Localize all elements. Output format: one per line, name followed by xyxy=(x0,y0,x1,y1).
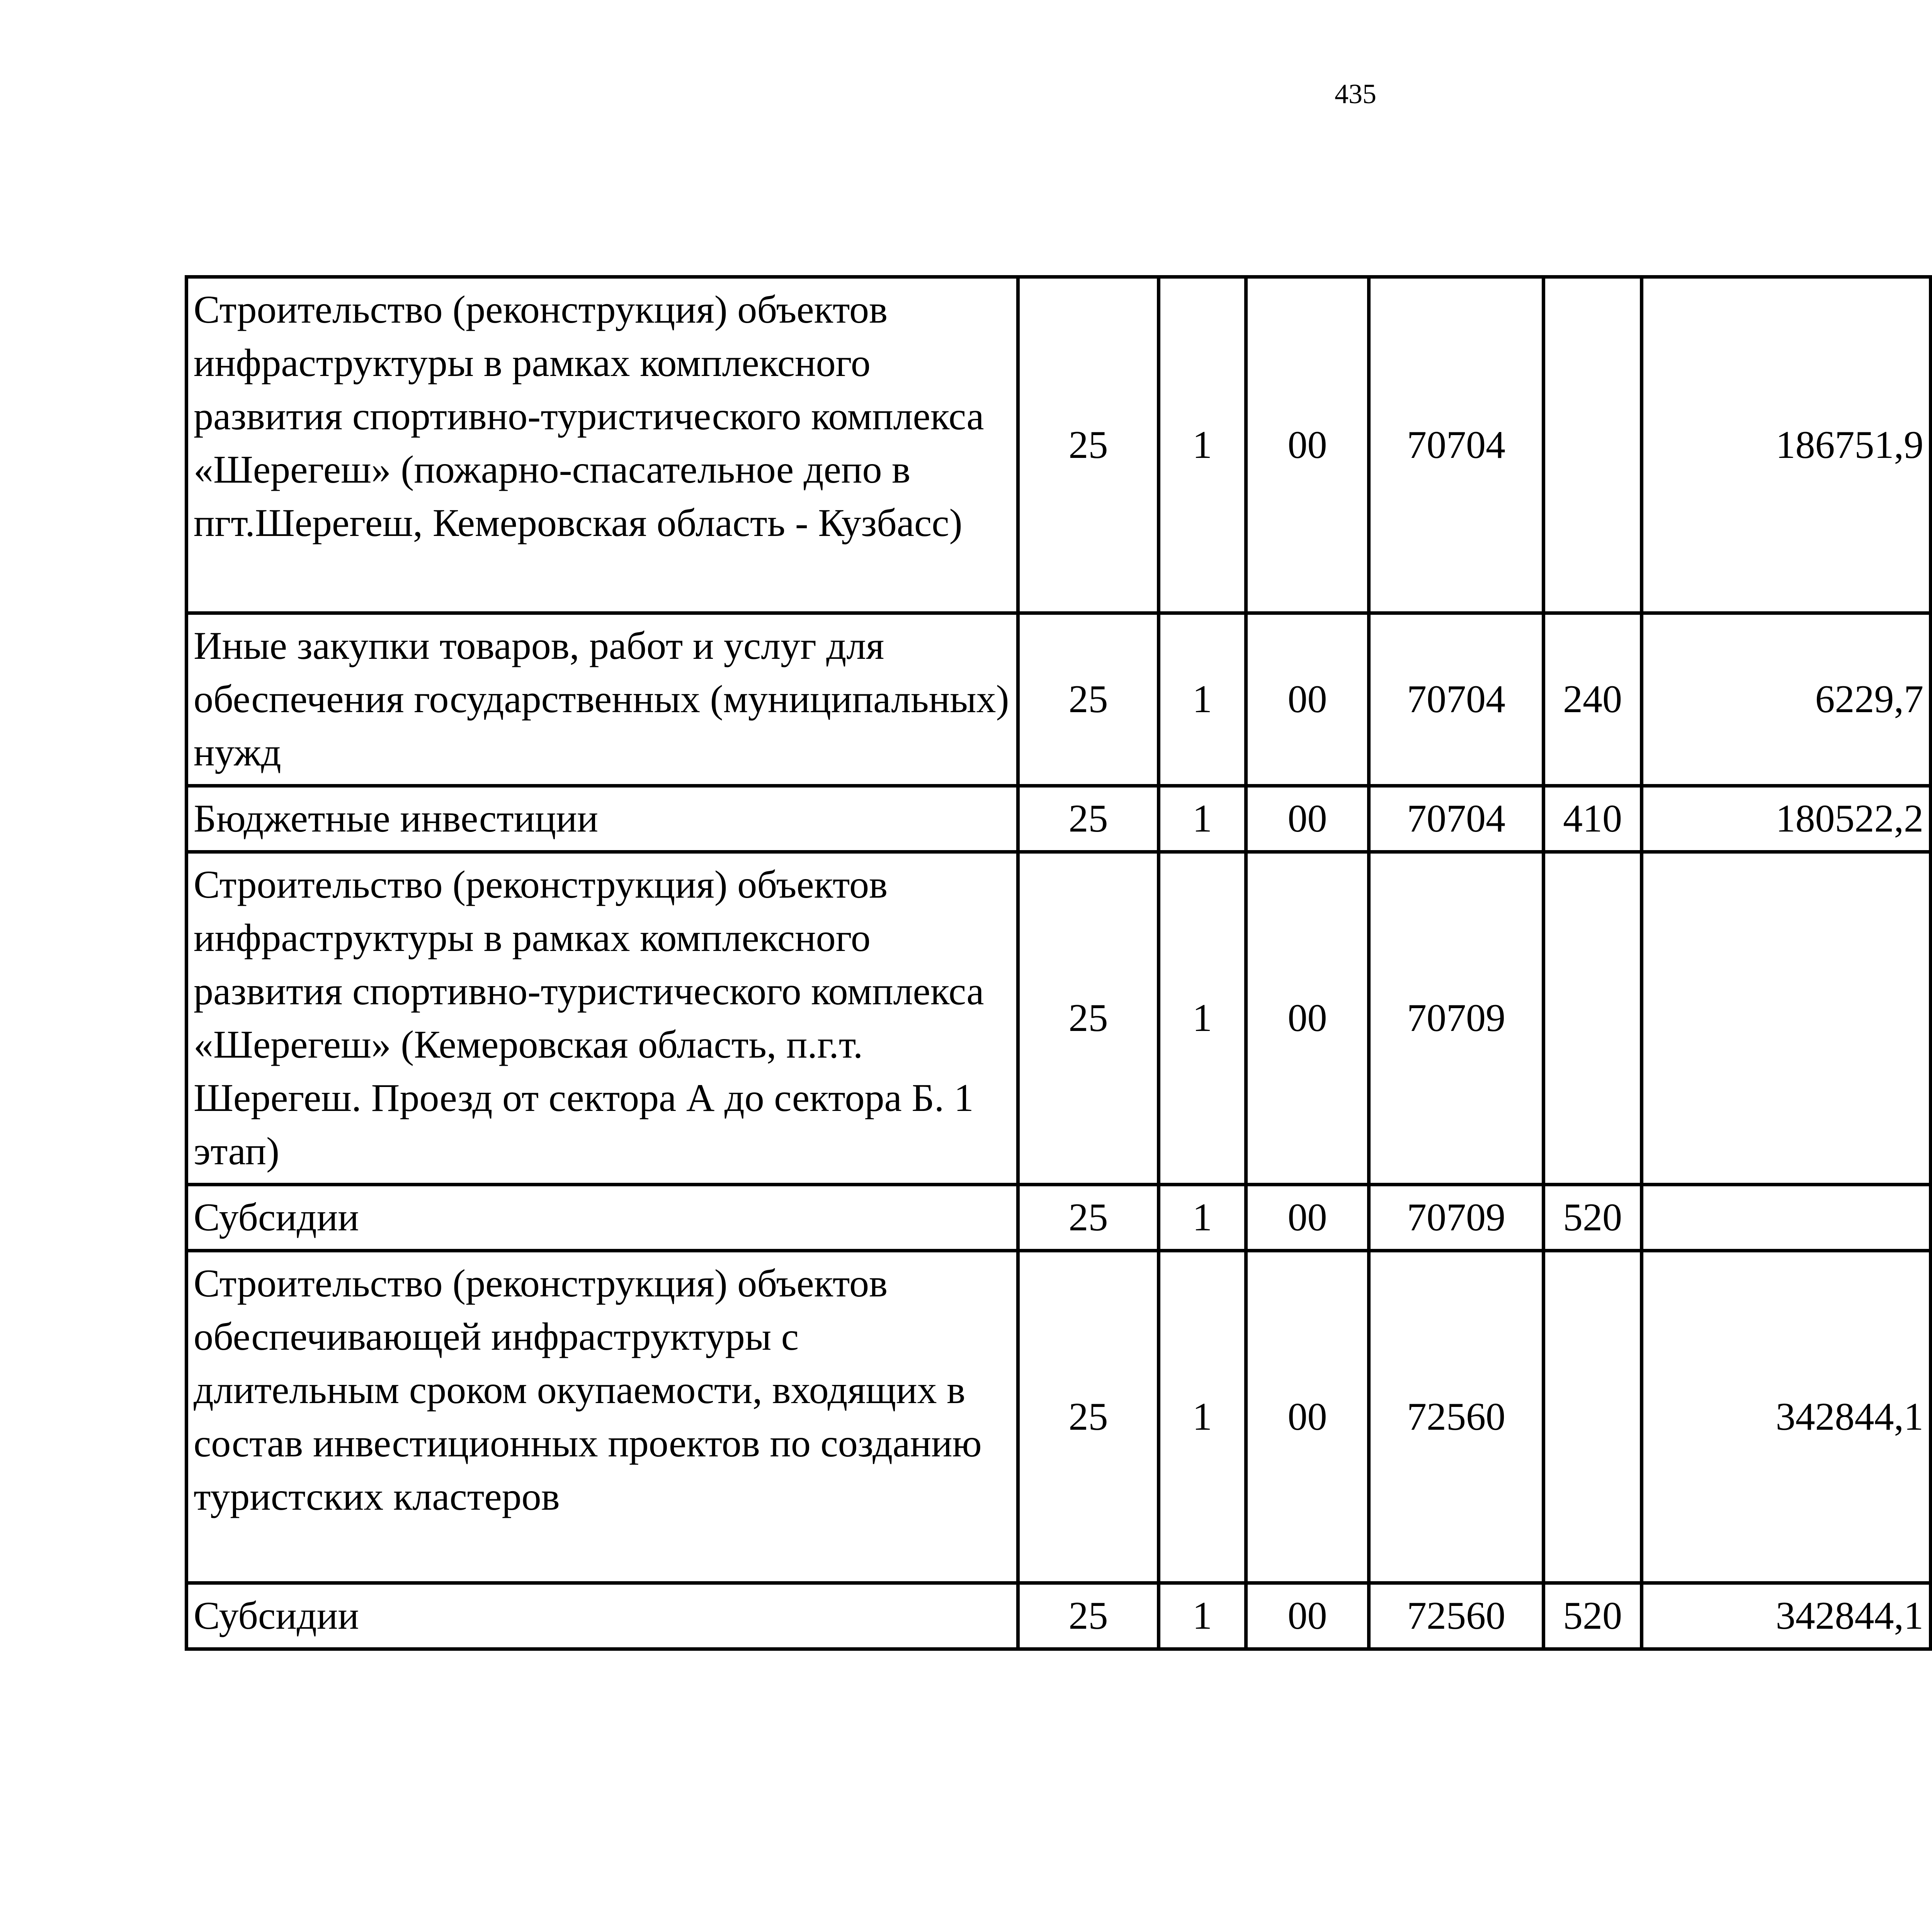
row-code-subprogram: 00 xyxy=(1246,613,1369,786)
row-code-expense-type: 520 xyxy=(1544,1583,1642,1649)
table-row xyxy=(187,1583,1932,1649)
row-name: Строительство (реконструкция) объектов инфраструктуры в рамках комплексного развития спортивно-туристического комплекса «Шерегеш» (пожарно-спасательное депо в пгт.Шерегеш, Кемеровская область - Кузбасс) xyxy=(187,277,1018,613)
row-code-program: 1 xyxy=(1159,613,1246,786)
row-code-direction: 70704 xyxy=(1369,786,1544,852)
row-name: Строительство (реконструкция) объектов обеспечивающей инфраструктуры с длительным сроком окупаемости, входящих в состав инвестиционных проектов по созданию туристских кластеров xyxy=(187,1251,1018,1583)
row-code-subprogram: 00 xyxy=(1246,1583,1369,1649)
budget-table xyxy=(185,275,1932,1651)
row-code-section: 25 xyxy=(1018,852,1159,1185)
row-sum-1 xyxy=(1642,852,1931,1185)
row-code-expense-type xyxy=(1544,277,1642,613)
row-code-program: 1 xyxy=(1159,852,1246,1185)
row-sum-1 xyxy=(1642,1185,1931,1251)
row-code-subprogram: 00 xyxy=(1246,1251,1369,1583)
row-code-expense-type: 240 xyxy=(1544,613,1642,786)
row-sum-1: 6229,7 xyxy=(1642,613,1931,786)
row-name: Иные закупки товаров, работ и услуг для обеспечения государственных (муниципальных) нужд xyxy=(187,613,1018,786)
row-code-subprogram: 00 xyxy=(1246,786,1369,852)
row-code-section: 25 xyxy=(1018,613,1159,786)
row-sum-1: 342844,1 xyxy=(1642,1251,1931,1583)
row-code-direction: 72560 xyxy=(1369,1583,1544,1649)
table-row xyxy=(187,786,1932,852)
row-code-subprogram: 00 xyxy=(1246,852,1369,1185)
row-code-direction: 72560 xyxy=(1369,1251,1544,1583)
row-code-program: 1 xyxy=(1159,1583,1246,1649)
row-code-expense-type: 520 xyxy=(1544,1185,1642,1251)
row-name: Бюджетные инвестиции xyxy=(187,786,1018,852)
row-code-direction: 70709 xyxy=(1369,852,1544,1185)
table-row xyxy=(187,852,1932,1185)
row-sum-1: 342844,1 xyxy=(1642,1583,1931,1649)
row-sum-2 xyxy=(1931,277,1932,613)
row-code-direction: 70709 xyxy=(1369,1185,1544,1251)
table-row xyxy=(187,1251,1932,1583)
row-code-program: 1 xyxy=(1159,1185,1246,1251)
row-code-expense-type xyxy=(1544,852,1642,1185)
row-code-section: 25 xyxy=(1018,1185,1159,1251)
row-code-program: 1 xyxy=(1159,277,1246,613)
row-code-section: 25 xyxy=(1018,277,1159,613)
row-sum-1: 186751,9 xyxy=(1642,277,1931,613)
row-code-direction: 70704 xyxy=(1369,277,1544,613)
row-code-program: 1 xyxy=(1159,1251,1246,1583)
row-sum-2 xyxy=(1931,613,1932,786)
row-code-section: 25 xyxy=(1018,786,1159,852)
row-code-subprogram: 00 xyxy=(1246,1185,1369,1251)
row-code-expense-type: 410 xyxy=(1544,786,1642,852)
row-code-direction: 70704 xyxy=(1369,613,1544,786)
row-code-subprogram: 00 xyxy=(1246,277,1369,613)
row-name: Строительство (реконструкция) объектов инфраструктуры в рамках комплексного развития спортивно-туристического комплекса «Шерегеш» (Кемеровская область, п.г.т. Шерегеш. Проезд от сектора А до сектора Б. 1 этап) xyxy=(187,852,1018,1185)
row-sum-1: 180522,2 xyxy=(1642,786,1931,852)
page-number: 435 xyxy=(1335,78,1376,109)
row-name: Субсидии xyxy=(187,1185,1018,1251)
row-code-program: 1 xyxy=(1159,786,1246,852)
row-sum-2 xyxy=(1931,1185,1932,1251)
table-row xyxy=(187,1185,1932,1251)
row-name: Субсидии xyxy=(187,1583,1018,1649)
row-code-expense-type xyxy=(1544,1251,1642,1583)
row-code-section: 25 xyxy=(1018,1583,1159,1649)
row-sum-2 xyxy=(1931,1251,1932,1583)
row-sum-2 xyxy=(1931,852,1932,1185)
row-code-section: 25 xyxy=(1018,1251,1159,1583)
row-sum-2 xyxy=(1931,786,1932,852)
table-row xyxy=(187,277,1932,613)
table-row xyxy=(187,613,1932,786)
row-sum-2 xyxy=(1931,1583,1932,1649)
